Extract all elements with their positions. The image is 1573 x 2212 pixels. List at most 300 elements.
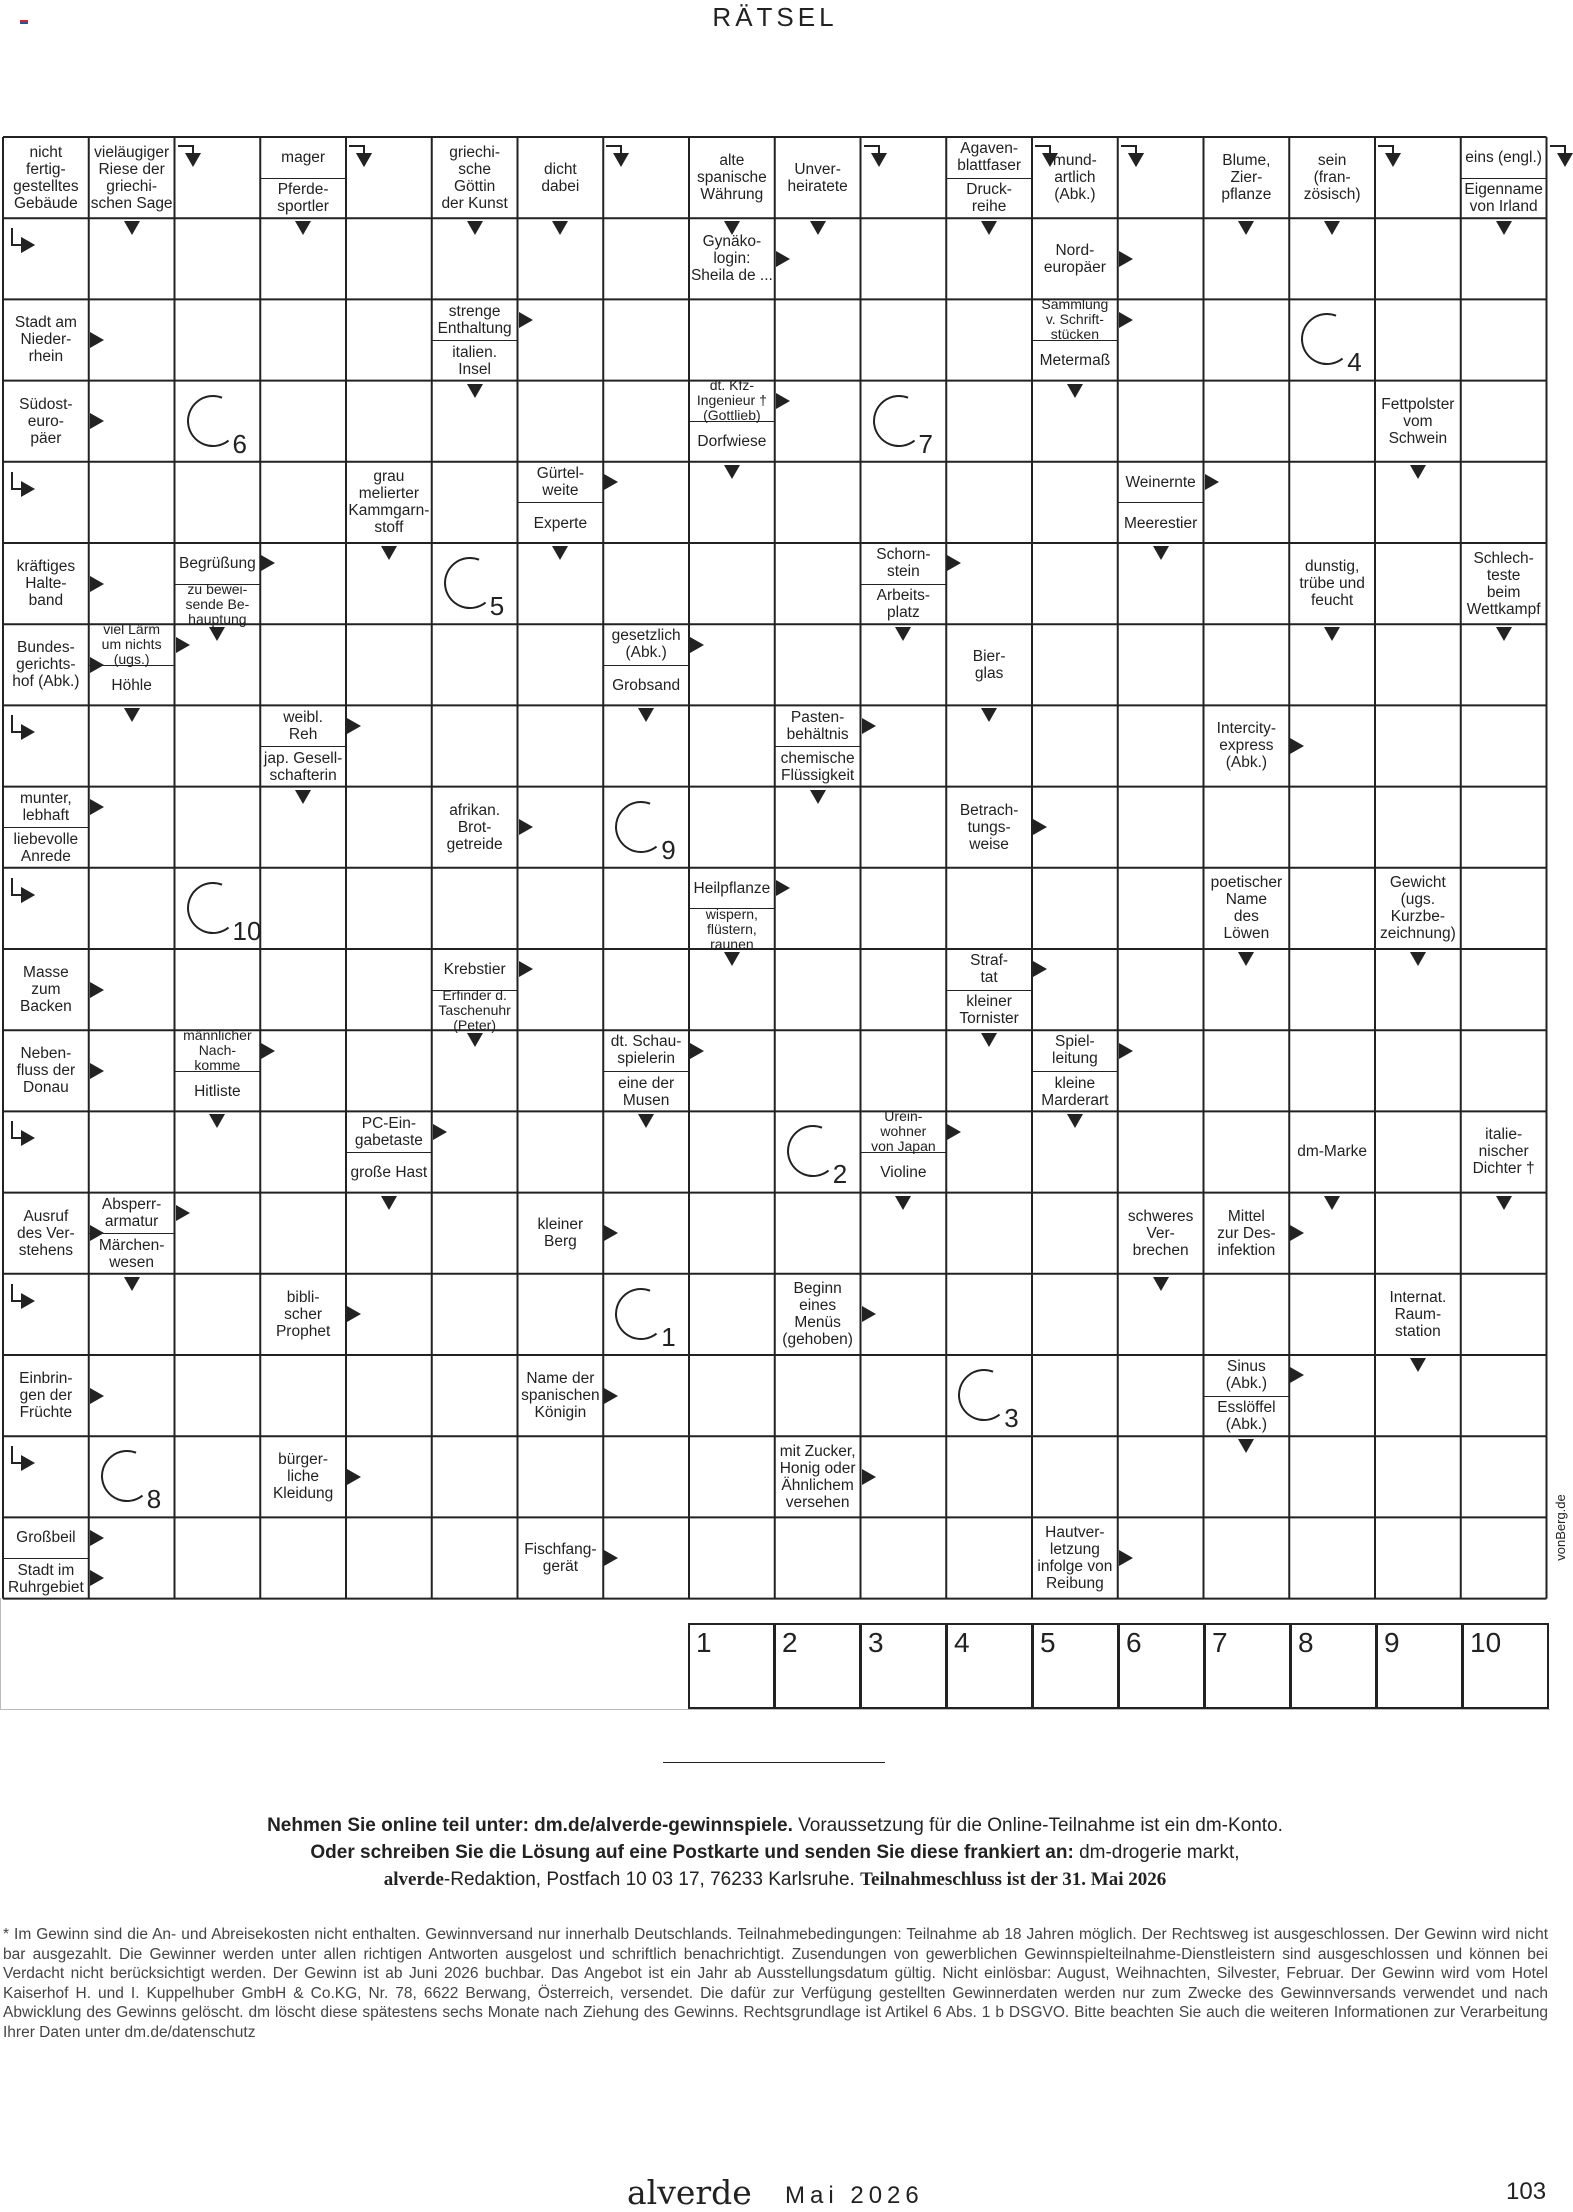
answer-cell[interactable] (775, 1193, 861, 1274)
answer-cell[interactable] (689, 299, 775, 380)
solution-box[interactable] (1118, 1623, 1205, 1709)
answer-cell[interactable] (346, 299, 432, 380)
answer-cell[interactable] (861, 1517, 947, 1598)
page-number: 103 (1506, 2178, 1547, 2205)
clue-cell (3, 624, 89, 705)
answer-cell[interactable] (1375, 543, 1461, 624)
answer-cell[interactable] (689, 1274, 775, 1355)
answer-cell[interactable] (1375, 1436, 1461, 1517)
answer-cell[interactable] (689, 1193, 775, 1274)
answer-cell[interactable] (346, 381, 432, 462)
answer-cell[interactable] (3, 868, 89, 949)
clue-text: Schlech- teste beim Wettkampf (1466, 549, 1541, 618)
answer-cell[interactable] (946, 1517, 1032, 1598)
solution-number: 7 (918, 428, 933, 459)
answer-cell[interactable] (260, 299, 346, 380)
arrow-down-icon (810, 221, 826, 235)
arrow-right-icon (776, 251, 790, 267)
arrow-right-icon (947, 1124, 961, 1140)
clue-text: Betrach- tungs- weise (959, 801, 1019, 853)
answer-cell[interactable] (1375, 624, 1461, 705)
answer-cell[interactable] (346, 1030, 432, 1111)
clue-cell (603, 1030, 689, 1111)
answer-cell[interactable] (775, 543, 861, 624)
answer-cell[interactable] (861, 137, 947, 218)
answer-cell[interactable] (775, 1517, 861, 1598)
answer-cell[interactable] (432, 624, 518, 705)
clue-cell (1118, 1193, 1204, 1274)
arrow-down-icon (1410, 1358, 1426, 1372)
arrow-down-icon (552, 546, 568, 560)
arrow-right-icon (519, 312, 533, 328)
clue-cell (1289, 543, 1375, 624)
answer-cell[interactable] (946, 1274, 1032, 1355)
answer-cell[interactable] (1375, 218, 1461, 299)
clue-text: eins (engl.) (1465, 148, 1542, 166)
solution-number: 2 (832, 1159, 848, 1190)
answer-cell[interactable] (775, 462, 861, 543)
answer-cell[interactable] (3, 1274, 89, 1355)
arrow-right-icon (604, 1550, 618, 1566)
answer-cell[interactable] (432, 1517, 518, 1598)
answer-cell[interactable] (1289, 1274, 1375, 1355)
solution-marker (432, 543, 518, 624)
answer-cell[interactable] (346, 787, 432, 868)
arrow-down-icon (1238, 1439, 1254, 1453)
answer-cell[interactable] (175, 787, 261, 868)
solution-box[interactable] (1032, 1623, 1119, 1709)
answer-cell[interactable] (861, 868, 947, 949)
answer-cell[interactable] (175, 462, 261, 543)
answer-cell[interactable] (175, 1274, 261, 1355)
arrow-right-icon (690, 1043, 704, 1059)
clue-text: Spiel- leitung (1052, 1033, 1098, 1068)
solution-box-label: 8 (1298, 1627, 1314, 1658)
clue-text: Agaven- blattfaser (957, 140, 1021, 175)
solution-box[interactable] (946, 1623, 1033, 1709)
answer-cell[interactable] (1375, 1517, 1461, 1598)
online-participation-text: Nehmen Sie online teil unter: dm.de/alverde-gewinnspiele. (267, 1815, 793, 1836)
answer-cell[interactable] (432, 1436, 518, 1517)
answer-cell[interactable] (1204, 381, 1290, 462)
answer-cell[interactable] (689, 1436, 775, 1517)
answer-cell[interactable] (175, 137, 261, 218)
clue-cell (432, 137, 518, 218)
answer-cell[interactable] (861, 1355, 947, 1436)
answer-cell[interactable] (861, 949, 947, 1030)
answer-cell[interactable] (775, 1030, 861, 1111)
clue-text: Weinernte (1125, 473, 1196, 491)
clue-text: viel Lärm um nichts (ugs.) (101, 620, 162, 667)
solution-box-label: 6 (1126, 1627, 1142, 1658)
solution-number: 6 (232, 428, 247, 459)
clue-cell (3, 381, 89, 462)
clue-text: Straf- tat (970, 952, 1009, 987)
answer-cell[interactable] (1461, 705, 1547, 786)
solution-box[interactable] (774, 1623, 861, 1709)
answer-cell[interactable] (1375, 1193, 1461, 1274)
deadline-text: Teilnahmeschluss ist der 31. Mai 2026 (860, 1869, 1167, 1890)
footer-brand-logo: alverde (627, 2173, 752, 2212)
answer-cell[interactable] (1118, 381, 1204, 462)
answer-cell[interactable] (1032, 868, 1118, 949)
answer-cell[interactable] (1461, 1030, 1547, 1111)
answer-cell[interactable] (1375, 787, 1461, 868)
arrow-right-icon (433, 1124, 447, 1140)
arrow-right-icon (1119, 251, 1133, 267)
answer-cell[interactable] (1204, 543, 1290, 624)
answer-cell[interactable] (1375, 1111, 1461, 1192)
answer-cell[interactable] (946, 1193, 1032, 1274)
clue-cell (1375, 868, 1461, 949)
clue-cell (689, 218, 775, 299)
answer-cell[interactable] (689, 1355, 775, 1436)
arrow-down-icon (981, 1033, 997, 1047)
answer-cell[interactable] (1375, 137, 1461, 218)
answer-cell[interactable] (260, 868, 346, 949)
answer-cell[interactable] (1375, 705, 1461, 786)
answer-cell[interactable] (432, 705, 518, 786)
answer-cell[interactable] (1461, 949, 1547, 1030)
page-header (0, 0, 1550, 40)
answer-cell[interactable] (175, 1517, 261, 1598)
answer-cell[interactable] (1461, 1517, 1547, 1598)
clue-cell (346, 1111, 432, 1192)
arrow-right-icon (90, 413, 104, 429)
answer-cell[interactable] (689, 787, 775, 868)
answer-cell[interactable] (518, 1436, 604, 1517)
answer-cell[interactable] (1289, 381, 1375, 462)
answer-cell[interactable] (260, 1517, 346, 1598)
answer-cell[interactable] (689, 705, 775, 786)
answer-cell[interactable] (1289, 462, 1375, 543)
solution-marker (175, 381, 261, 462)
answer-cell[interactable] (603, 868, 689, 949)
answer-cell[interactable] (603, 381, 689, 462)
answer-cell[interactable] (260, 949, 346, 1030)
solution-box[interactable] (688, 1623, 775, 1709)
clue-cell (1032, 1030, 1118, 1111)
answer-cell[interactable] (346, 218, 432, 299)
answer-cell[interactable] (1118, 1111, 1204, 1192)
answer-cell[interactable] (1204, 1111, 1290, 1192)
answer-cell[interactable] (861, 462, 947, 543)
answer-cell[interactable] (1461, 1355, 1547, 1436)
arrow-right-icon (261, 1043, 275, 1059)
answer-cell[interactable] (175, 1436, 261, 1517)
answer-cell[interactable] (432, 1355, 518, 1436)
answer-cell[interactable] (260, 624, 346, 705)
clue-text: Schorn- stein (876, 546, 931, 581)
arrow-right-icon (1033, 819, 1047, 835)
arrow-right-icon (90, 1063, 104, 1079)
clue-cell (3, 1193, 89, 1274)
answer-cell[interactable] (1032, 705, 1118, 786)
answer-cell[interactable] (1461, 1274, 1547, 1355)
clue-text: Absperr- armatur (101, 1195, 162, 1230)
answer-cell[interactable] (861, 787, 947, 868)
answer-cell[interactable] (861, 218, 947, 299)
arrow-down-icon (638, 708, 654, 722)
clue-text: dm-Marke (1297, 1143, 1367, 1161)
answer-cell[interactable] (1461, 868, 1547, 949)
postcard-text: Oder schreiben Sie die Lösung auf eine Postkarte und senden Sie diese frankiert an: (310, 1842, 1074, 1863)
clue-text: Einbrin- gen der Früchte (19, 1370, 73, 1422)
clue-text: weibl. Reh (283, 708, 323, 743)
clue-cell (1375, 381, 1461, 462)
answer-cell[interactable] (1461, 299, 1547, 380)
clue-text: dunstig, trübe und feucht (1299, 558, 1365, 610)
postal-address: -Redaktion, Postfach 10 03 17, 76233 Karlsruhe. (443, 1869, 861, 1890)
solution-box[interactable] (1290, 1623, 1377, 1709)
answer-cell[interactable] (518, 1111, 604, 1192)
answer-cell[interactable] (1204, 624, 1290, 705)
arrow-right-icon (261, 555, 275, 571)
answer-cell[interactable] (3, 218, 89, 299)
answer-cell[interactable] (1032, 543, 1118, 624)
clue-cell (1032, 1517, 1118, 1598)
answer-cell[interactable] (1461, 1436, 1547, 1517)
answer-cell[interactable] (946, 462, 1032, 543)
answer-cell[interactable] (1289, 868, 1375, 949)
answer-cell[interactable] (432, 868, 518, 949)
divider (663, 1762, 885, 1763)
answer-cell[interactable] (346, 949, 432, 1030)
arrow-down-icon (724, 465, 740, 479)
answer-cell[interactable] (518, 868, 604, 949)
circle-arc-icon (775, 1111, 861, 1192)
answer-cell[interactable] (260, 1355, 346, 1436)
clue-text: Name der spanischen Königin (521, 1370, 600, 1422)
clue-text: Pasten- behältnis (786, 708, 849, 743)
answer-cell[interactable] (1289, 787, 1375, 868)
arrow-down-icon (1238, 952, 1254, 966)
answer-cell[interactable] (603, 137, 689, 218)
clue-text: dt. Kfz- Ingenieur † (Gottlieb) (696, 377, 767, 424)
answer-cell[interactable] (1204, 787, 1290, 868)
arrow-right-icon (347, 1306, 361, 1322)
answer-cell[interactable] (946, 868, 1032, 949)
answer-cell[interactable] (1375, 299, 1461, 380)
answer-cell[interactable] (775, 1355, 861, 1436)
answer-cell[interactable] (689, 1111, 775, 1192)
answer-cell[interactable] (89, 868, 175, 949)
answer-cell[interactable] (689, 1517, 775, 1598)
clue-text: mager (281, 148, 326, 166)
answer-cell[interactable] (1461, 381, 1547, 462)
answer-cell[interactable] (1118, 868, 1204, 949)
brand-name: alverde (383, 1869, 444, 1890)
answer-cell[interactable] (3, 705, 89, 786)
answer-cell[interactable] (1118, 137, 1204, 218)
answer-cell[interactable] (346, 1355, 432, 1436)
answer-cell[interactable] (518, 381, 604, 462)
clue-text: bibli- scher Prophet (275, 1288, 331, 1340)
solution-marker (861, 381, 947, 462)
arrow-right-icon (604, 474, 618, 490)
clue-text: Erfinder d. Taschenuhr (Peter) (432, 990, 518, 1031)
answer-cell[interactable] (175, 218, 261, 299)
solution-box[interactable] (860, 1623, 947, 1709)
answer-cell[interactable] (175, 299, 261, 380)
answer-cell[interactable] (1032, 1436, 1118, 1517)
answer-cell[interactable] (260, 381, 346, 462)
clue-text: Heilpflanze (693, 879, 771, 897)
answer-cell[interactable] (432, 1274, 518, 1355)
arrow-right-icon (347, 1469, 361, 1485)
clue-cell (1204, 1193, 1290, 1274)
answer-cell[interactable] (1461, 787, 1547, 868)
answer-cell[interactable] (603, 218, 689, 299)
arrow-right-icon (1290, 1367, 1304, 1383)
answer-cell[interactable] (1289, 1030, 1375, 1111)
answer-cell[interactable] (3, 1436, 89, 1517)
clue-text: Experte (518, 502, 604, 543)
clue-text: Gewicht (ugs. Kurzbe- zeichnung) (1379, 874, 1456, 943)
answer-cell[interactable] (518, 1030, 604, 1111)
clue-cell (432, 949, 518, 1033)
answer-cell[interactable] (518, 705, 604, 786)
solution-marker (89, 1436, 175, 1517)
answer-cell[interactable] (175, 1355, 261, 1436)
answer-cell[interactable] (946, 299, 1032, 380)
answer-cell[interactable] (1204, 1030, 1290, 1111)
answer-cell[interactable] (3, 1111, 89, 1192)
solution-box[interactable] (1204, 1623, 1291, 1709)
clue-cell (775, 1436, 861, 1517)
answer-cell[interactable] (1375, 1030, 1461, 1111)
answer-cell[interactable] (346, 868, 432, 949)
answer-cell[interactable] (775, 624, 861, 705)
answer-cell[interactable] (175, 705, 261, 786)
answer-cell[interactable] (946, 1436, 1032, 1517)
clue-text: gesetzlich (Abk.) (611, 627, 681, 662)
answer-cell[interactable] (1032, 1355, 1118, 1436)
answer-cell[interactable] (1118, 787, 1204, 868)
answer-cell[interactable] (432, 1193, 518, 1274)
answer-cell[interactable] (1032, 624, 1118, 705)
clue-text: chemische Flüssigkeit (775, 746, 861, 787)
answer-cell[interactable] (689, 543, 775, 624)
clue-cell (518, 137, 604, 218)
answer-cell[interactable] (346, 624, 432, 705)
answer-cell[interactable] (946, 381, 1032, 462)
clue-cell (1461, 137, 1547, 218)
answer-cell[interactable] (1204, 1274, 1290, 1355)
arrow-down-icon (467, 1033, 483, 1047)
clue-text: Metermaß (1032, 340, 1118, 381)
answer-cell[interactable] (89, 462, 175, 543)
clue-text: Mittel zur Des- infektion (1217, 1207, 1276, 1259)
solution-box-label: 1 (696, 1627, 712, 1658)
clue-text: Nord- europäer (1043, 241, 1106, 276)
clue-text: Pferde- sportler (260, 178, 346, 219)
solution-number: 4 (1347, 347, 1362, 378)
answer-cell[interactable] (89, 1111, 175, 1192)
answer-cell[interactable] (3, 462, 89, 543)
answer-cell[interactable] (175, 949, 261, 1030)
answer-cell[interactable] (518, 1274, 604, 1355)
answer-cell[interactable] (1204, 299, 1290, 380)
solution-box[interactable] (1376, 1623, 1463, 1709)
answer-cell[interactable] (518, 624, 604, 705)
answer-cell[interactable] (1461, 462, 1547, 543)
answer-cell[interactable] (603, 949, 689, 1030)
clue-text: schweres Ver- brechen (1127, 1207, 1194, 1259)
solution-box[interactable] (1462, 1623, 1549, 1709)
answer-cell[interactable] (861, 299, 947, 380)
clue-text: dt. Schau- spielerin (610, 1033, 682, 1068)
clue-text: zu bewei- sende Be- hauptung (175, 584, 261, 625)
page-title: RÄTSEL (712, 2, 838, 32)
answer-cell[interactable] (346, 1517, 432, 1598)
clue-text: Druck- reihe (946, 178, 1032, 219)
arrow-right-icon (90, 576, 104, 592)
answer-cell[interactable] (603, 299, 689, 380)
answer-cell[interactable] (1118, 705, 1204, 786)
answer-cell[interactable] (346, 137, 432, 218)
arrow-down-icon (810, 790, 826, 804)
clue-text: poetischer Name des Löwen (1210, 874, 1283, 943)
clue-text: Begrüßung (179, 554, 256, 572)
answer-cell[interactable] (1118, 1436, 1204, 1517)
clue-cell (175, 543, 261, 627)
answer-cell[interactable] (1204, 1517, 1290, 1598)
answer-cell[interactable] (1289, 1517, 1375, 1598)
answer-cell[interactable] (260, 1193, 346, 1274)
answer-cell[interactable] (775, 949, 861, 1030)
clue-cell (775, 1274, 861, 1355)
clue-text: Südost- euro- päer (19, 395, 73, 447)
arrow-down-icon (1238, 221, 1254, 235)
answer-cell[interactable] (432, 462, 518, 543)
arrow-down-icon (1153, 1277, 1169, 1291)
solution-number: 8 (146, 1484, 162, 1515)
arrow-down-icon (1496, 627, 1512, 641)
solution-box-label: 5 (1040, 1627, 1056, 1658)
arrow-down-icon (467, 221, 483, 235)
answer-cell[interactable] (1032, 1193, 1118, 1274)
answer-cell[interactable] (1032, 1274, 1118, 1355)
arrow-right-icon (1033, 961, 1047, 977)
answer-cell[interactable] (1118, 949, 1204, 1030)
answer-cell[interactable] (861, 1030, 947, 1111)
clue-text: Violine (861, 1152, 947, 1193)
answer-cell[interactable] (603, 543, 689, 624)
clue-cell (946, 624, 1032, 705)
arrow-right-icon (90, 1388, 104, 1404)
answer-cell[interactable] (1289, 1436, 1375, 1517)
answer-cell[interactable] (775, 299, 861, 380)
arrow-down-icon (1410, 952, 1426, 966)
answer-cell[interactable] (1032, 462, 1118, 543)
clue-cell (89, 137, 175, 218)
clue-cell (1204, 1355, 1290, 1436)
clue-cell (1032, 137, 1118, 218)
answer-cell[interactable] (1289, 949, 1375, 1030)
answer-cell[interactable] (1118, 1355, 1204, 1436)
clue-text: Stadt im Ruhrgebiet (3, 1558, 89, 1599)
arrow-right-icon (947, 555, 961, 571)
answer-cell[interactable] (260, 462, 346, 543)
answer-cell[interactable] (260, 1111, 346, 1192)
answer-cell[interactable] (1118, 624, 1204, 705)
circle-arc-icon (89, 1436, 175, 1517)
clue-cell (3, 543, 89, 624)
arrow-right-icon (862, 1469, 876, 1485)
answer-cell[interactable] (603, 1436, 689, 1517)
clue-text: bürger- liche Kleidung (272, 1451, 334, 1503)
